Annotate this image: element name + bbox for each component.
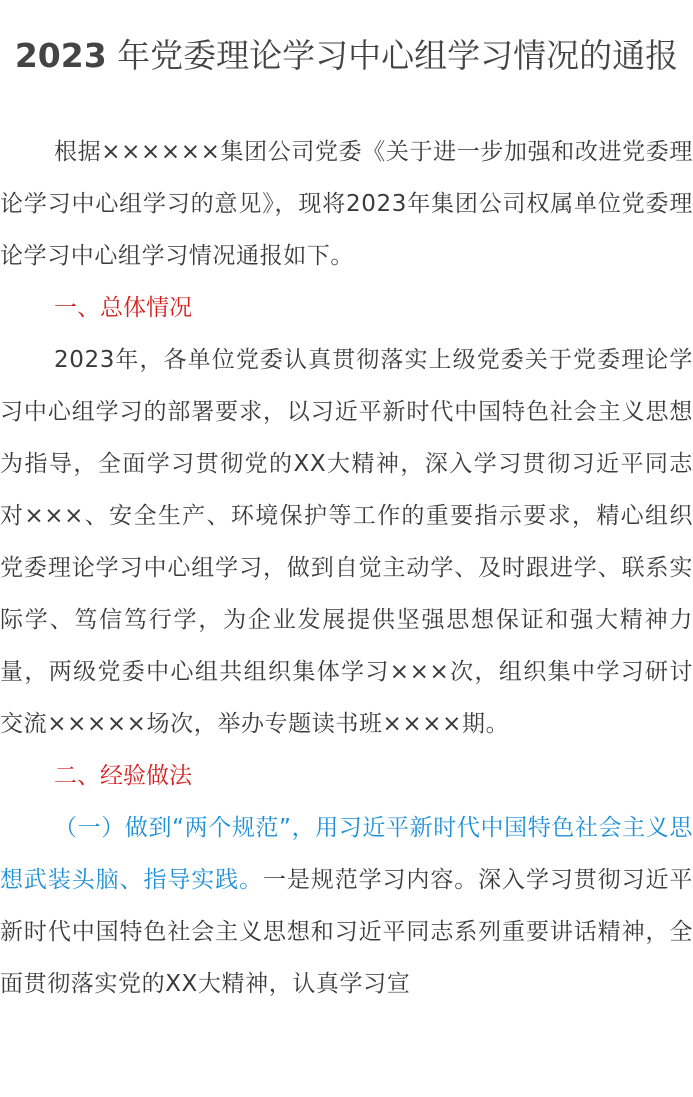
title-year: 2023 (14, 36, 107, 75)
practice-body-text: 一是规范学习内容。深入学习贯彻习近平新时代中国特色社会主义思想和习近平同志系列重要讲话精神，全面贯彻落实党的XX大精神，认真学习宣 (0, 867, 693, 997)
section-heading-practices: 二、经验做法 (54, 763, 192, 789)
document-body (0, 126, 693, 1010)
practice-paragraph (0, 802, 693, 1010)
practice-lead-sentence: （一）做到“两个规范”，用习近平新时代中国特色社会主义思想武装头脑、指导实践。 (0, 815, 693, 893)
document-title (0, 0, 693, 82)
overview-paragraph: 2023年，各单位党委认真贯彻落实上级党委关于党委理论学习中心组学习的部署要求，以习近平新时代中国特色社会主义思想为指导，全面学习贯彻党的XX大精神，深入学习贯彻习近平同志对×××、安全生产、环境保护等工作的重要指示要求，精心组织党委理论学习中心组学习，做到自觉主动学、及时跟进学、联系实际学、笃信笃行学，为企业发展提供坚强思想保证和强大精神力量，两级党委中心组共组织集体学习×××次，组织集中学习研讨交流×××××场次，举办专题读书班××××期。 (0, 347, 693, 737)
intro-paragraph: 根据××××××集团公司党委《关于进一步加强和改进党委理论学习中心组学习的意见》，现将2023年集团公司权属单位党委理论学习中心组学习情况通报如下。 (0, 139, 693, 269)
title-text: 年党委理论学习中心组学习情况的通报 (117, 36, 679, 75)
section-heading-overview: 一、总体情况 (54, 295, 192, 321)
